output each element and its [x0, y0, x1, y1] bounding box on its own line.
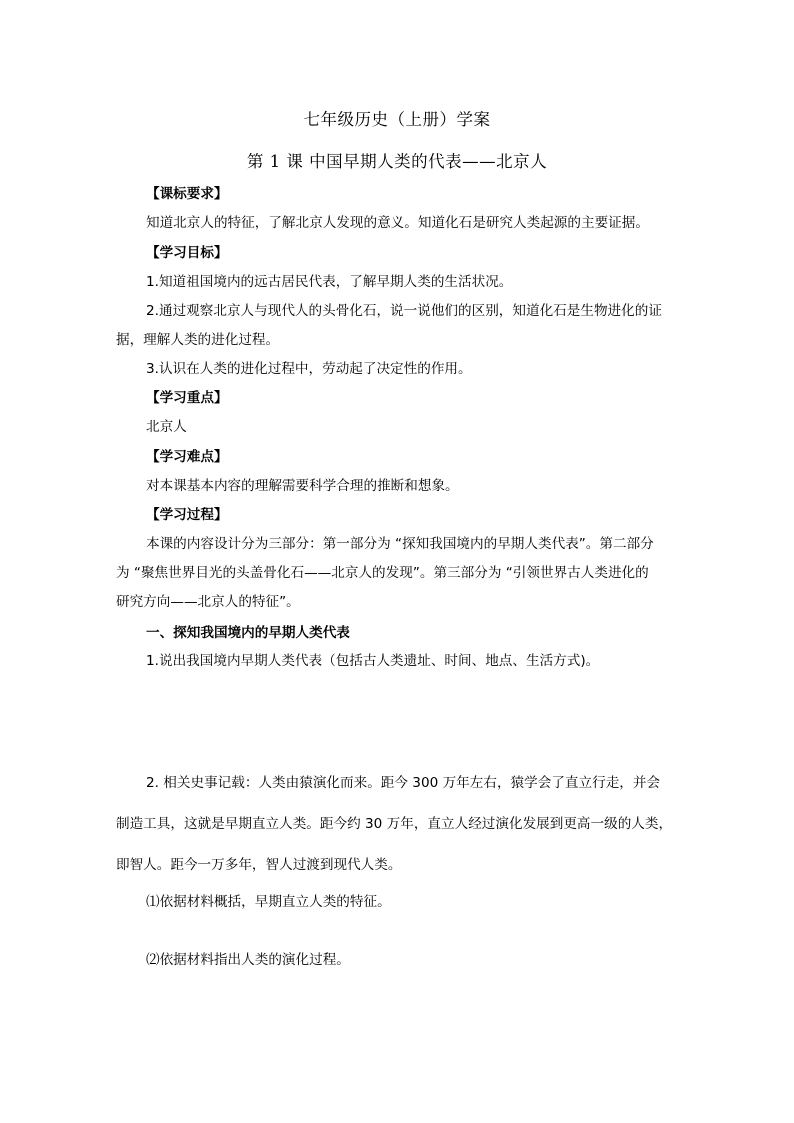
- difficulty-heading: 【学习难点】: [146, 449, 228, 465]
- objective-item-3: 3.认识在人类的进化过程中，劳动起了决定性的作用。: [146, 361, 472, 377]
- key-point-text: 北京人: [146, 419, 187, 435]
- objective-item-2-line-2: 据，理解人类的进化过程。: [116, 332, 280, 348]
- difficulty-text: 对本课基本内容的理解需要科学合理的推断和想象。: [146, 478, 459, 494]
- document-title: 七年级历史（上册）学案: [303, 110, 491, 129]
- part1-sub-question-2: ⑵依据材料指出人类的演化过程。: [146, 952, 350, 968]
- standard-text: 知道北京人的特征，了解北京人发现的意义。知道化石是研究人类起源的主要证据。: [146, 215, 649, 231]
- part1-question-1: 1.说出我国境内早期人类代表（包括古人类遗址、时间、地点、生活方式)。: [146, 653, 600, 669]
- process-heading: 【学习过程】: [146, 507, 228, 523]
- objective-item-1: 1.知道祖国境内的远古居民代表，了解早期人类的生活状况。: [146, 274, 513, 290]
- part1-heading: 一、探知我国境内的早期人类代表: [146, 625, 350, 641]
- standard-heading: 【课标要求】: [146, 186, 228, 202]
- part1-question-2-line-1: 2. 相关史事记载：人类由猿演化而来。距今 300 万年左右，猿学会了直立行走，并会: [146, 775, 661, 791]
- objective-item-2-line-1: 2.通过观察北京人与现代人的头骨化石，说一说他们的区别，知道化石是生物进化的证: [146, 303, 662, 319]
- process-line-1: 本课的内容设计分为三部分：第一部分为 “探知我国境内的早期人类代表”。第二部分: [146, 536, 654, 552]
- process-line-3: 研究方向——北京人的特征”。: [116, 594, 300, 610]
- part1-question-2-line-3: 即智人。距今一万多年，智人过渡到现代人类。: [116, 857, 402, 873]
- part1-sub-question-1: ⑴依据材料概括，早期直立人类的特征。: [146, 894, 391, 910]
- process-line-2: 为 “聚焦世界目光的头盖骨化石——北京人的发现”。第三部分为 “引领世界古人类进化的: [116, 565, 649, 581]
- part1-question-2-line-2: 制造工具，这就是早期直立人类。距今约 30 万年，直立人经过演化发展到更高一级的人类，: [116, 816, 673, 832]
- key-point-heading: 【学习重点】: [146, 390, 228, 406]
- lesson-title: 第 1 课 中国早期人类的代表——北京人: [246, 152, 548, 171]
- objectives-heading: 【学习目标】: [146, 245, 228, 261]
